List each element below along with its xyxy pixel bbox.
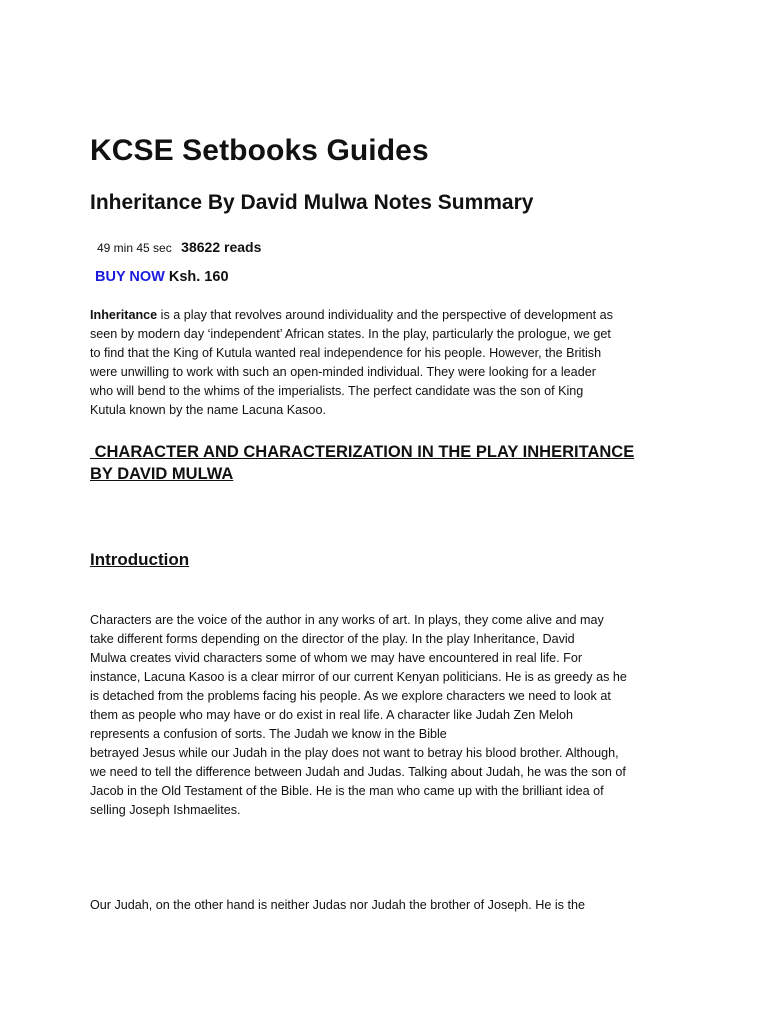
paragraph-line: Mulwa creates vivid characters some of whom we may have encountered in real life. For bbox=[90, 651, 583, 665]
paragraph-line: to find that the King of Kutula wanted real independence for his people. However, the British bbox=[90, 346, 602, 360]
paragraph-line: represents a confusion of sorts. The Judah we know in the Bible bbox=[90, 727, 447, 741]
paragraph-line: Our Judah, on the other hand is neither Judas nor Judah the brother of Joseph. He is the bbox=[90, 898, 585, 912]
paragraph-line: betrayed Jesus while our Judah in the play does not want to betray his blood brother. Although, bbox=[90, 746, 619, 760]
buy-row bbox=[95, 269, 229, 285]
paragraph-text: is a play that revolves around individuality and the perspective of development as bbox=[157, 308, 613, 322]
play-title-lead: Inheritance bbox=[90, 308, 158, 322]
paragraph-line: them as people who may have or do exist in real life. A character like Judah Zen Meloh bbox=[90, 708, 574, 722]
paragraph-line: we need to tell the difference between Judah and Judas. Talking about Judah, he was the son of bbox=[90, 765, 626, 779]
characters-paragraph bbox=[90, 611, 680, 820]
intro-paragraph bbox=[90, 306, 680, 420]
section-heading-line: CHARACTER AND CHARACTERIZATION IN THE PLAY INHERITANCE bbox=[90, 443, 635, 461]
section-heading-line: BY DAVID MULWA bbox=[90, 465, 234, 483]
paragraph-line: Characters are the voice of the author in any works of art. In plays, they come alive and may bbox=[90, 613, 604, 627]
paragraph-line: is detached from the problems facing his people. As we explore characters we need to look at bbox=[90, 689, 611, 703]
read-time: 49 min 45 sec bbox=[97, 241, 172, 255]
paragraph-line bbox=[90, 306, 680, 325]
read-count: 38622 reads bbox=[181, 239, 262, 255]
paragraph-line: take different forms depending on the director of the play. In the play Inheritance, David bbox=[90, 632, 575, 646]
paragraph-line: instance, Lacuna Kasoo is a clear mirror of our current Kenyan politicians. He is as greedy as he bbox=[90, 670, 627, 684]
paragraph-line: were unwilling to work with such an open-minded individual. They were looking for a leader bbox=[90, 365, 596, 379]
page-subtitle: Inheritance By David Mulwa Notes Summary bbox=[90, 191, 534, 214]
section-heading bbox=[90, 441, 650, 485]
introduction-heading: Introduction bbox=[90, 550, 190, 569]
price: Ksh. 160 bbox=[168, 269, 229, 285]
paragraph-line: seen by modern day ‘independent’ African states. In the play, particularly the prologue, we get bbox=[90, 327, 611, 341]
judah-paragraph bbox=[90, 896, 680, 915]
paragraph-line: Kutula known by the name Lacuna Kasoo. bbox=[90, 403, 326, 417]
page-title: KCSE Setbooks Guides bbox=[90, 134, 429, 167]
document-meta bbox=[97, 239, 261, 257]
paragraph-line: who will bend to the whims of the imperialists. The perfect candidate was the son of King bbox=[90, 384, 584, 398]
paragraph-line: Jacob in the Old Testament of the Bible. He is the man who came up with the brilliant idea of bbox=[90, 784, 604, 798]
paragraph-line: selling Joseph Ishmaelites. bbox=[90, 803, 241, 817]
buy-now-link[interactable]: BUY NOW bbox=[95, 269, 165, 285]
